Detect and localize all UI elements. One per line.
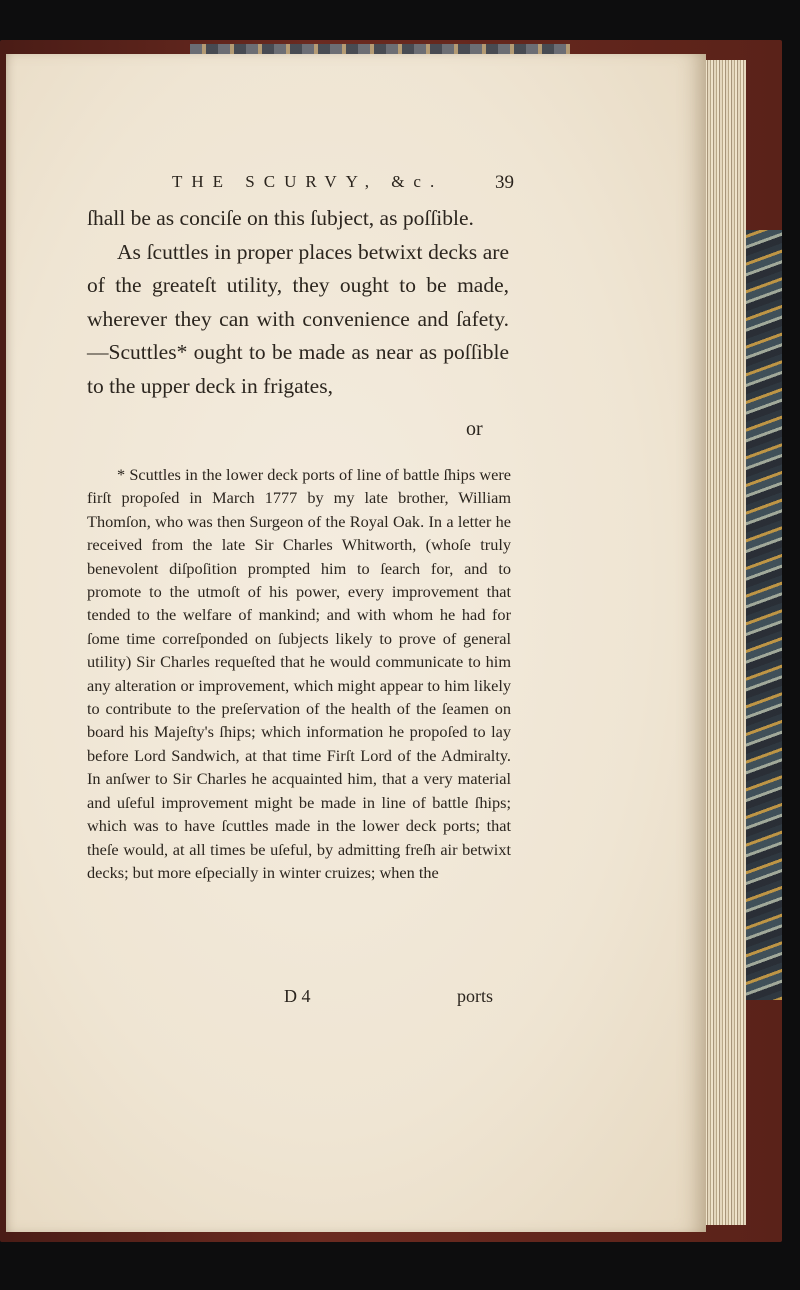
page-number: 39 [495, 172, 514, 193]
paragraph: ſhall be as conciſe on this ſubject, as poſſible. [87, 206, 474, 230]
marbled-edge-top [190, 44, 570, 54]
main-text [87, 202, 509, 403]
paragraph: As ſcuttles in proper places betwixt decks are of the greateſt utility, they ought to be made, wherever they can with convenience and ſafety.—Scuttles* ought to be made as near as poſſible to the upper deck in frigates, [87, 239, 509, 398]
signature-mark: D 4 [284, 986, 311, 1006]
footnote [87, 463, 511, 884]
footnote-text: * Scuttles in the lower deck ports of line of battle ſhips were firſt propoſed in March 1777 by my late brother, William Thomſon, who was then Surgeon of the Royal Oak. In a letter he received from the late Sir Charles Whitworth, (whoſe truly benevolent diſpoſition prompted him to ſearch for, and to promote to the utmoſt of his power, every improvement that tended to the welfare of mankind; and with whom he had for ſome time correſponded on ſubjects likely to prove of general utility) Sir Charles requeſted that he would communicate to him any alteration or improvement, which might appear to him likely to contribute to the preſervation of the health of the ſeamen on board his Majeſty's ſhips; which information he propoſed to lay before Lord Sandwich, at that time Firſt Lord of the Admiralty. In anſwer to Sir Charles he acquainted him, that a very material and uſeful improvement might be made in line of battle ſhips; which was to have ſcuttles made in the lower deck ports; that theſe would, at all times be uſeful, by admitting freſh air betwixt decks; but more eſpecially in winter cruizes; when the [87, 465, 511, 882]
footnote-catchword: ports [457, 986, 493, 1006]
page-header [172, 172, 514, 198]
catchword: or [466, 418, 483, 440]
running-title: THE SCURVY, &c. [172, 172, 444, 191]
marbled-endpaper [742, 230, 782, 1000]
